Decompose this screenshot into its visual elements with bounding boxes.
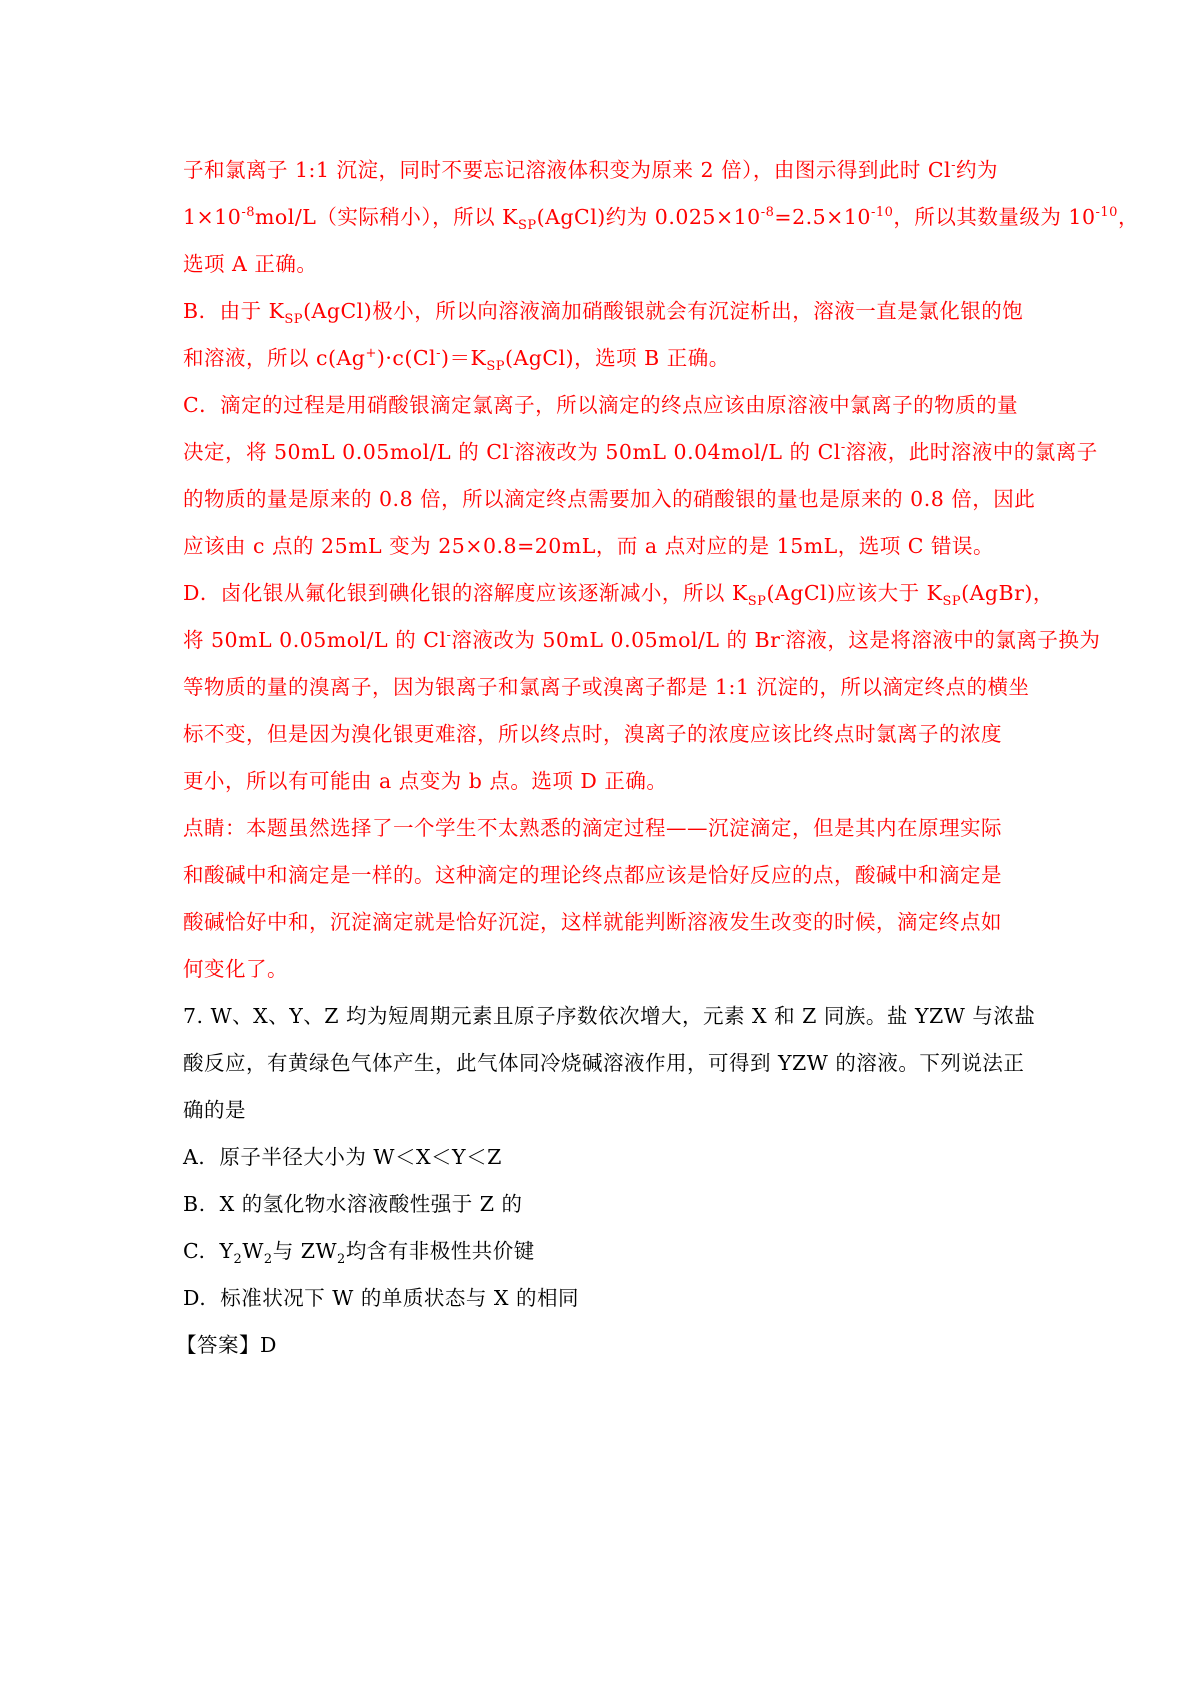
solution-line-10: D．卤化银从氟化银到碘化银的溶解度应该逐渐减小，所以 $K_{SP}(AgCl)$应该大于 $K_{SP}(AgBr)$， <box>183 581 1054 610</box>
solution-line-6: C．滴定的过程是用硝酸银滴定氯离子，所以滴定的终点应该由原溶液中氯离子的物质的量 <box>183 393 1019 417</box>
comment-line-2: 和酸碱中和滴定是一样的。这种滴定的理论终点都应该是恰好反应的点，酸碱中和滴定是 <box>183 863 1002 887</box>
solution-line-9: 应该由 c 点的 25mL 变为 25×0.8=20mL，而 a 点对应的是 15mL，选项 C 错误。 <box>183 534 995 558</box>
solution-line-11: 将 50mL 0.05mol/L 的 Cl-溶液改为 50mL 0.05mol/L 的 Br-溶液，这是将溶液中的氯离子换为 <box>183 628 1101 652</box>
option-c: C. $Y_2W_2$与 $ZW_2$均含有非极性共价键 <box>183 1239 535 1268</box>
comment-line-1: 点睛：本题虽然选择了一个学生不太熟悉的滴定过程——沉淀滴定，但是其内在原理实际 <box>183 816 1002 840</box>
solution-line-13: 标不变，但是因为溴化银更难溶，所以终点时，溴离子的浓度应该比终点时氯离子的浓度 <box>183 722 1002 746</box>
solution-line-2: $1\times 10^{-8}mol/L$（实际稍小），所以 $K_{SP}(AgCl)$约为 $0.025\times 10^{-8}=2.5\times 10^{-10}$，所以其数量级为 $10^{-10}$， <box>183 205 1139 234</box>
option-b: B. X 的氢化物水溶液酸性强于 Z 的 <box>183 1192 523 1216</box>
solution-line-3: 选项 A 正确。 <box>183 252 318 276</box>
solution-line-14: 更小，所以有可能由 a 点变为 b 点。选项 D 正确。 <box>183 769 668 793</box>
solution-line-4: B．由于 $K_{SP}(AgCl)$极小，所以向溶液滴加硝酸银就会有沉淀析出，溶液一直是氯化银的饱 <box>183 299 1024 328</box>
option-d: D. 标准状况下 W 的单质状态与 X 的相同 <box>183 1286 579 1310</box>
answer-line: 【答案】D <box>176 1333 277 1357</box>
question-7-stem-line-2: 酸反应，有黄绿色气体产生，此气体同冷烧碱溶液作用，可得到 YZW 的溶液。下列说法正 <box>183 1051 1025 1075</box>
question-7-stem-line-1: 7. W、X、Y、Z 均为短周期元素且原子序数依次增大，元素 X 和 Z 同族。盐 YZW 与浓盐 <box>183 1004 1036 1028</box>
solution-line-5: 和溶液，所以 $c(Ag^+)\cdot c(Cl^-)=K_{SP}(AgCl)$，选项 B 正确。 <box>183 346 730 375</box>
solution-line-12: 等物质的量的溴离子，因为银离子和氯离子或溴离子都是 1:1 沉淀的，所以滴定终点的横坐 <box>183 675 1030 699</box>
question-7-stem-line-3: 确的是 <box>183 1098 246 1122</box>
option-a: A. 原子半径大小为 W＜X＜Y＜Z <box>183 1145 502 1169</box>
comment-line-4: 何变化了。 <box>183 957 288 981</box>
solution-line-1: 子和氯离子 1:1 沉淀，同时不要忘记溶液体积变为原来 2 倍），由图示得到此时 Cl-约为 <box>183 158 999 182</box>
solution-line-7: 决定，将 50mL 0.05mol/L 的 Cl-溶液改为 50mL 0.04mol/L 的 Cl-溶液，此时溶液中的氯离子 <box>183 440 1098 464</box>
solution-line-8: 的物质的量是原来的 0.8 倍，所以滴定终点需要加入的硝酸银的量也是原来的 0.8 倍，因此 <box>183 487 1036 511</box>
comment-line-3: 酸碱恰好中和，沉淀滴定就是恰好沉淀，这样就能判断溶液发生改变的时候，滴定终点如 <box>183 910 1002 934</box>
